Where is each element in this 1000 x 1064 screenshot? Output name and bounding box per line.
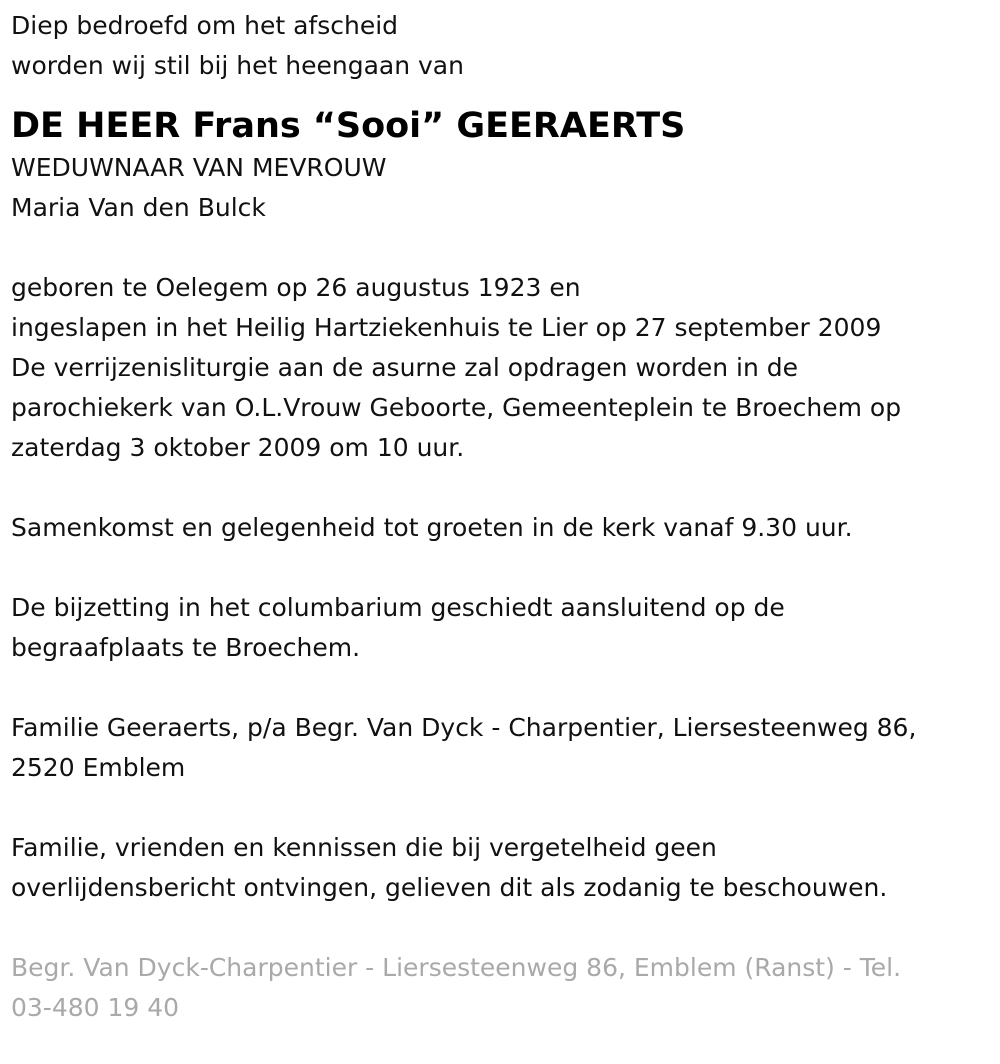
funeral-home-footer-line-1: Begr. Van Dyck-Charpentier - Liersesteenweg 86, Emblem (Ranst) - Tel. bbox=[11, 953, 902, 982]
spacer bbox=[11, 908, 986, 948]
family-address-line-1: Familie Geeraerts, p/a Begr. Van Dyck - Charpentier, Liersesteenweg 86, bbox=[11, 713, 917, 742]
closing-line-1: Familie, vrienden en kennissen die bij vergetelheid geen bbox=[11, 833, 717, 862]
spouse-line-2: Maria Van den Bulck bbox=[11, 193, 266, 222]
obituary-notice bbox=[11, 6, 986, 1028]
spouse-line-1: WEDUWNAAR VAN MEVROUW bbox=[11, 153, 387, 182]
liturgy-line-3: zaterdag 3 oktober 2009 om 10 uur. bbox=[11, 433, 465, 462]
spacer bbox=[11, 668, 986, 708]
spacer bbox=[11, 228, 986, 268]
liturgy-line-2: parochiekerk van O.L.Vrouw Geboorte, Gemeenteplein te Broechem op bbox=[11, 393, 902, 422]
spacer bbox=[11, 468, 986, 508]
intro-line-1: Diep bedroefd om het afscheid bbox=[11, 11, 399, 40]
death-line: ingeslapen in het Heilig Hartziekenhuis te Lier op 27 september 2009 bbox=[11, 313, 882, 342]
intro-line-2: worden wij stil bij het heengaan van bbox=[11, 51, 464, 80]
interment-line-1: De bijzetting in het columbarium geschiedt aansluitend op de bbox=[11, 593, 785, 622]
funeral-home-footer-line-2: 03-480 19 40 bbox=[11, 993, 180, 1022]
family-address-line-2: 2520 Emblem bbox=[11, 753, 186, 782]
birth-line: geboren te Oelegem op 26 augustus 1923 en bbox=[11, 273, 581, 302]
gathering-line: Samenkomst en gelegenheid tot groeten in de kerk vanaf 9.30 uur. bbox=[11, 513, 853, 542]
deceased-name: DE HEER Frans “Sooi” GEERAERTS bbox=[11, 106, 686, 146]
interment-line-2: begraafplaats te Broechem. bbox=[11, 633, 361, 662]
spacer bbox=[11, 788, 986, 828]
spacer bbox=[11, 548, 986, 588]
liturgy-line-1: De verrijzenisliturgie aan de asurne zal opdragen worden in de bbox=[11, 353, 799, 382]
closing-line-2: overlijdensbericht ontvingen, gelieven dit als zodanig te beschouwen. bbox=[11, 873, 888, 902]
